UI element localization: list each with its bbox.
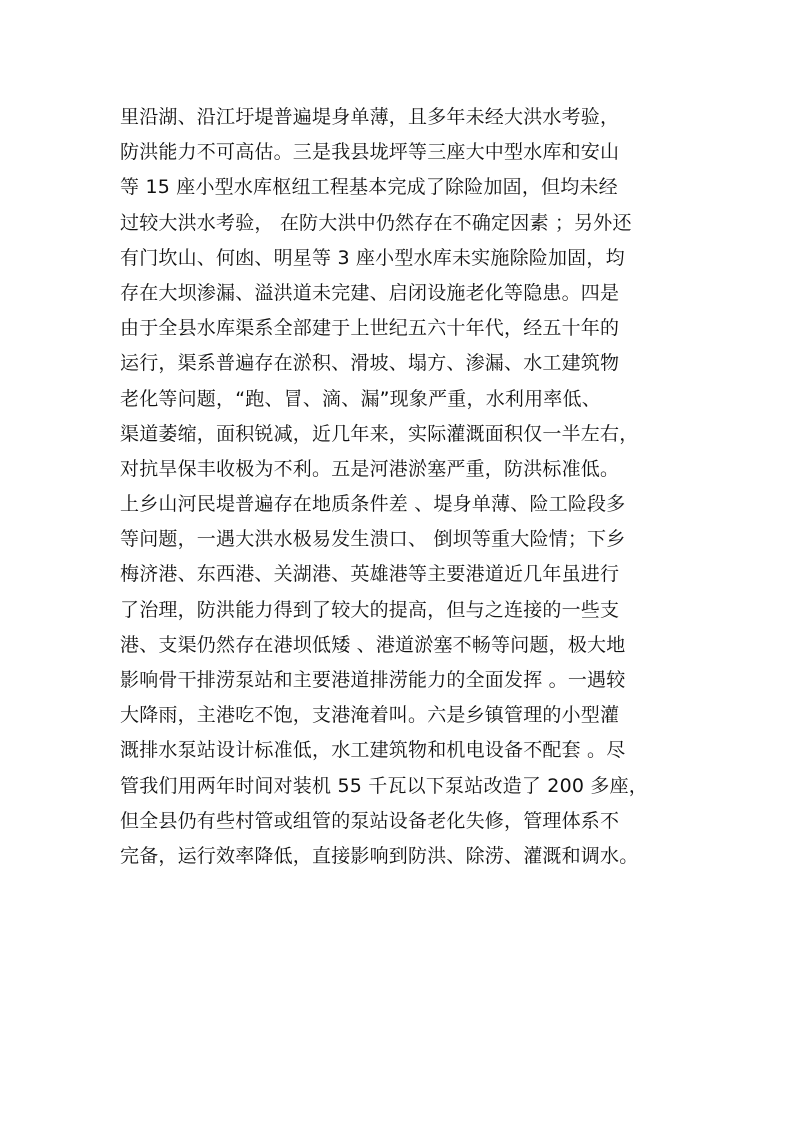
text-line-8: 运行，渠系普遍存在淤积、滑坡、塌方、渗漏、水工建筑物 — [120, 352, 620, 375]
text-line-4: 过较大洪水考验， 在防大洪中仍然存在不确定因素 ；另外还 — [120, 211, 632, 234]
text-line-16: 港、支渠仍然存在港坝低矮 、港道淤塞不畅等问题，极大地 — [120, 633, 626, 656]
text-line-21: 但全县仍有些村管或组管的泵站设备老化失修，管理体系不 — [120, 809, 620, 832]
text-line-19: 溉排水泵站设计标准低，水工建筑物和机电设备不配套 。尽 — [120, 739, 626, 762]
text-line-1: 里沿湖、沿江圩堤普遍堤身单薄，且多年未经大洪水考验， — [120, 106, 620, 128]
text-line-12: 上乡山河民堤普遍存在地质条件差 、堤身单薄、险工险段多 — [120, 493, 626, 516]
text-line-17: 影响骨干排涝泵站和主要港道排涝能力的全面发挥 。一遇较 — [120, 669, 626, 691]
text-line-10: 渠道萎缩，面积锐减，近几年来，实际灌溉面积仅一半左右， — [120, 422, 639, 445]
text-line-18: 大降雨，主港吃不饱，支港淹着叫。六是乡镇管理的小型灌 — [120, 704, 620, 727]
text-line-2: 防洪能力不可高估。三是我县垅坪等三座大中型水库和安山 — [120, 141, 620, 164]
text-line-13: 等问题，一遇大洪水极易发生溃口、 倒坝等重大险情；下乡 — [120, 528, 626, 551]
text-line-6: 存在大坝渗漏、溢洪道未完建、启闭设施老化等隐患。四是 — [120, 281, 620, 304]
text-line-20: 管我们用两年时间对装机 55 千瓦以下泵站改造了 200 多座， — [120, 774, 649, 797]
text-line-9: 老化等问题，“跑、冒、滴、漏”现象严重，水利用率低、 — [120, 387, 601, 410]
text-line-22: 完备，运行效率降低，直接影响到防洪、除涝、灌溉和调水。 — [120, 844, 639, 867]
text-line-14: 梅济港、东西港、关湖港、英雄港等主要港道近几年虽进行 — [120, 563, 620, 586]
text-line-11: 对抗旱保丰收极为不利。五是河港淤塞严重，防洪标准低。 — [120, 457, 620, 480]
text-line-15: 了治理，防洪能力得到了较大的提高，但与之连接的一些支 — [120, 598, 620, 621]
text-line-5: 有门坎山、何凼、明星等 3 座小型水库未实施除险加固，均 — [120, 246, 625, 269]
body-text — [120, 100, 690, 874]
text-line-3: 等 15 座小型水库枢纽工程基本完成了除险加固，但均未经 — [120, 176, 618, 199]
text-line-7: 由于全县水库渠系全部建于上世纪五六十年代，经五十年的 — [120, 317, 620, 340]
